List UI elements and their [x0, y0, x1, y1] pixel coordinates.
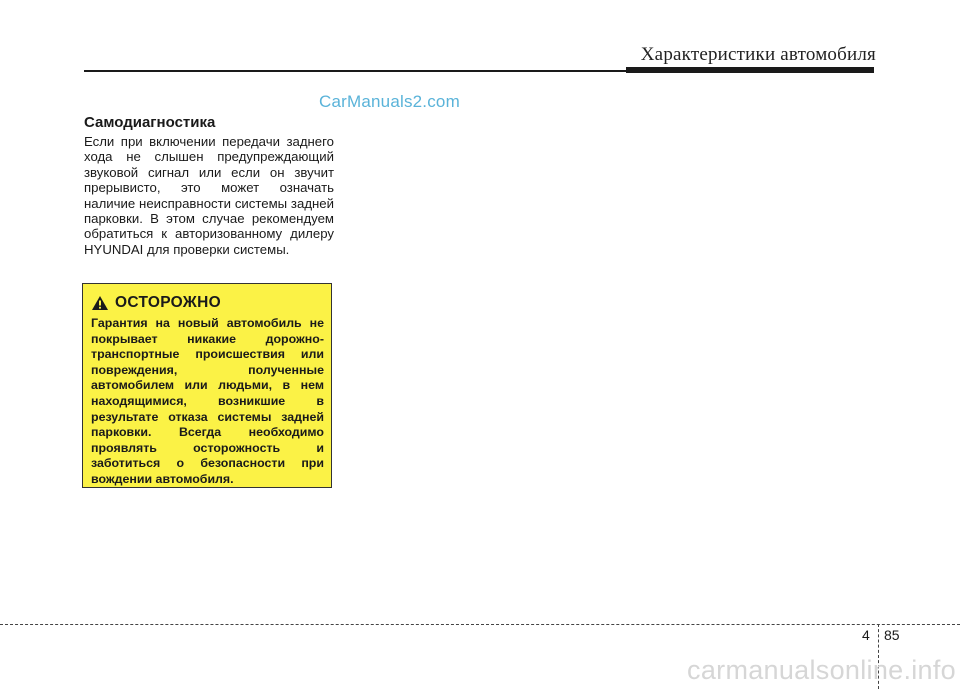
warning-title: ОСТОРОЖНО [115, 294, 221, 311]
warning-text: Гарантия на новый автомобиль не покрывает никакие дорожно-транспортные происшествия или повреждения, полученные автомобилем или людьми, в нем находящимися, возникшие в результате отказа системы задней парковки. Всегда необходимо проявлять осторожность и заботиться о безопасности при вождении автомобиля. [91, 316, 324, 486]
footer-divider [0, 624, 960, 625]
chapter-number: 4 [862, 627, 870, 643]
body-paragraph: Если при включении передачи заднего хода не слышен предупреждающий звуковой сигнал или если он звучит прерывисто, это может означать наличие неисправности системы задней парковки. В этом случае рекомендуем обратиться к авторизованному дилеру HYUNDAI для проверки системы. [84, 134, 334, 257]
header-rule-accent [626, 67, 874, 73]
warning-header [91, 292, 324, 314]
watermark-top-link[interactable]: CarManuals2.com [319, 92, 460, 111]
section-heading: Самодиагностика [84, 114, 216, 131]
warning-triangle-icon [91, 295, 109, 311]
header-section-title: Характеристики автомобиля [640, 44, 876, 65]
warning-box [82, 283, 332, 488]
watermark-bottom-link[interactable]: carmanualsonline.info [687, 655, 956, 685]
page-number: 85 [884, 627, 900, 643]
